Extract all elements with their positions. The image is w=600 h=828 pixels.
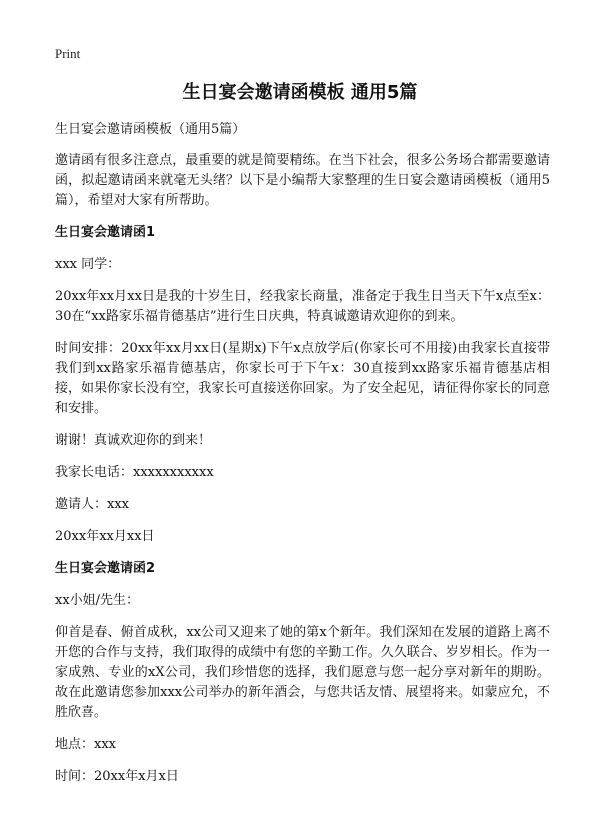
document-subtitle: 生日宴会邀请函模板（通用5篇） (55, 122, 246, 137)
time-line: 时间：20xx年x月x日 (55, 769, 179, 784)
section-2-paragraph-1: 仰首是春、俯首成秋，xx公司又迎来了她的第x个新年。我们深知在发展的道路上离不开您的合作与支持，我们取得的成绩中有您的辛勤工作。久久联合、岁岁相长。作为一家成熟、专业的xX公司，我们珍惜您的选择，我们愿意与您一起分享对新年的期盼。故在此邀请您参加xxx公司举办的新年酒会，与您共话友情、展望将来。如蒙应允，不胜欣喜。 (55, 625, 550, 720)
inviter-line: 邀请人：xxx (55, 497, 129, 512)
section-1-paragraph-1: 20xx年xx月xx日是我的十岁生日，经我家长商量，准备定于我生日当天下午x点至x：30在“xx路家乐福肯德基店”进行生日庆典，特真诚邀请欢迎你的到来。 (55, 289, 550, 324)
intro-paragraph: 邀请函有很多注意点，最重要的就是简要精练。在当下社会，很多公务场合都需要邀请函，拟起邀请函来就毫无头绪？以下是小编帮大家整理的生日宴会邀请函模板（通用5篇），希望对大家有所帮助。 (55, 153, 550, 208)
location-line: 地点：xxx (55, 737, 116, 752)
section-1-paragraph-2: 时间安排：20xx年xx月xx日(星期x)下午x点放学后(你家长可不用接)由我家长直接带我们到xx路家乐福肯德基店，你家长可于下午x：30直接到xx路家乐福肯德基店相接，如果你家长没有空，我家长可直接送你回家。为了安全起见，请征得你家长的同意和安排。 (55, 341, 550, 416)
thanks-line: 谢谢！真诚欢迎你的到来！ (55, 433, 212, 448)
greeting-1: xxx 同学： (55, 257, 121, 272)
section-heading-1: 生日宴会邀请函1 (55, 225, 156, 240)
document-title: 生日宴会邀请函模板 通用5篇 (182, 82, 418, 103)
section-heading-2: 生日宴会邀请函2 (55, 561, 156, 576)
phone-line: 我家长电话：xxxxxxxxxxx (55, 465, 214, 480)
greeting-2: xx小姐/先生： (55, 593, 140, 608)
date-line: 20xx年xx月xx日 (55, 529, 155, 544)
print-link[interactable]: Print (55, 46, 81, 61)
document-body (55, 120, 550, 799)
